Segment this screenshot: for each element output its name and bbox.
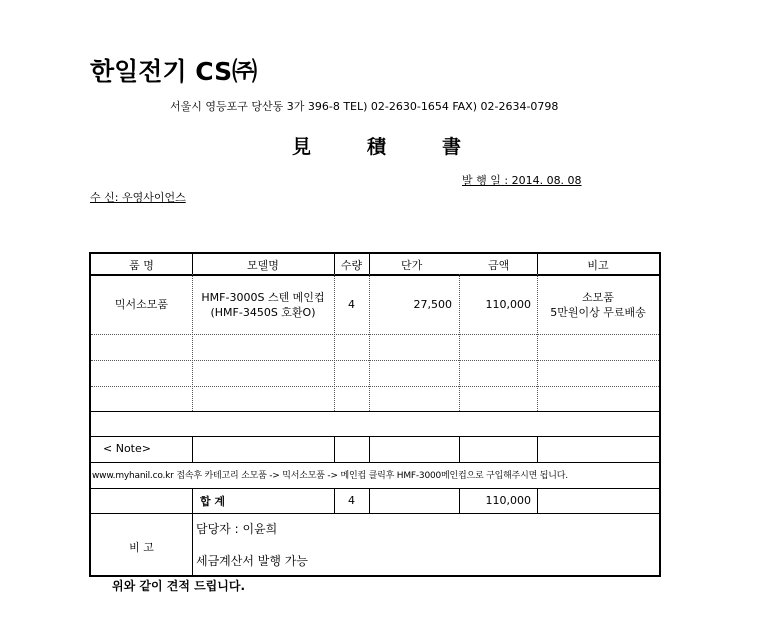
- total-qty: 4: [348, 494, 355, 507]
- document-title: [292, 132, 461, 159]
- remarks-line1: 담당자 : 이윤희: [196, 522, 278, 536]
- row-item: 믹서소모품: [114, 298, 169, 311]
- issue-date: [462, 172, 582, 188]
- header-amount: 금액: [488, 259, 510, 272]
- total-amount: 110,000: [485, 494, 531, 507]
- header-item: 품 명: [129, 259, 154, 272]
- remarks-line2: 세금계산서 발행 가능: [196, 554, 308, 568]
- title-char: 書: [442, 136, 462, 158]
- closing-text: 위와 같이 견적 드립니다.: [112, 579, 246, 593]
- title-char: 見: [292, 136, 312, 158]
- row-note-line2: 5만원이상 무료배송: [550, 306, 646, 319]
- row-model-line2: (HMF-3450S 호환O): [210, 306, 316, 319]
- title-char: 積: [367, 136, 387, 158]
- header-note: 비고: [587, 259, 609, 272]
- company-address: 서울시 영등포구 당산동 3가 396-8 TEL) 02-2630-1654 FAX) 02-2634-0798: [170, 100, 559, 113]
- recipient: 수 신: 우영사이언스: [90, 191, 186, 204]
- row-model: [192, 290, 334, 320]
- remarks-label: 비 고: [129, 541, 154, 554]
- row-amount: 110,000: [485, 298, 531, 311]
- row-note-line1: 소모품: [582, 291, 614, 304]
- header-unit-price: 단가: [401, 259, 423, 272]
- total-label: 합 계: [199, 495, 226, 508]
- issue-label: 발 행 일: [462, 174, 501, 187]
- issue-value: : 2014. 08. 08: [504, 174, 582, 187]
- header-qty: 수량: [340, 259, 363, 272]
- note-text: www.myhanil.co.kr 접속후 카테고리 소모품 -> 믹서소모품 -> 메인컵 클릭후 HMF-3000메인컵으로 구입해주시면 됩니다.: [92, 471, 568, 481]
- row-note: [537, 290, 659, 320]
- company-name: 한일전기 CS㈜: [90, 57, 258, 86]
- row-unit-price: 27,500: [413, 298, 452, 311]
- row-qty: 4: [348, 298, 355, 311]
- note-label: < Note>: [103, 442, 151, 455]
- row-model-line1: HMF-3000S 스텐 메인컵: [201, 291, 325, 304]
- quote-table: [89, 252, 661, 577]
- header-model: 모델명: [247, 259, 279, 272]
